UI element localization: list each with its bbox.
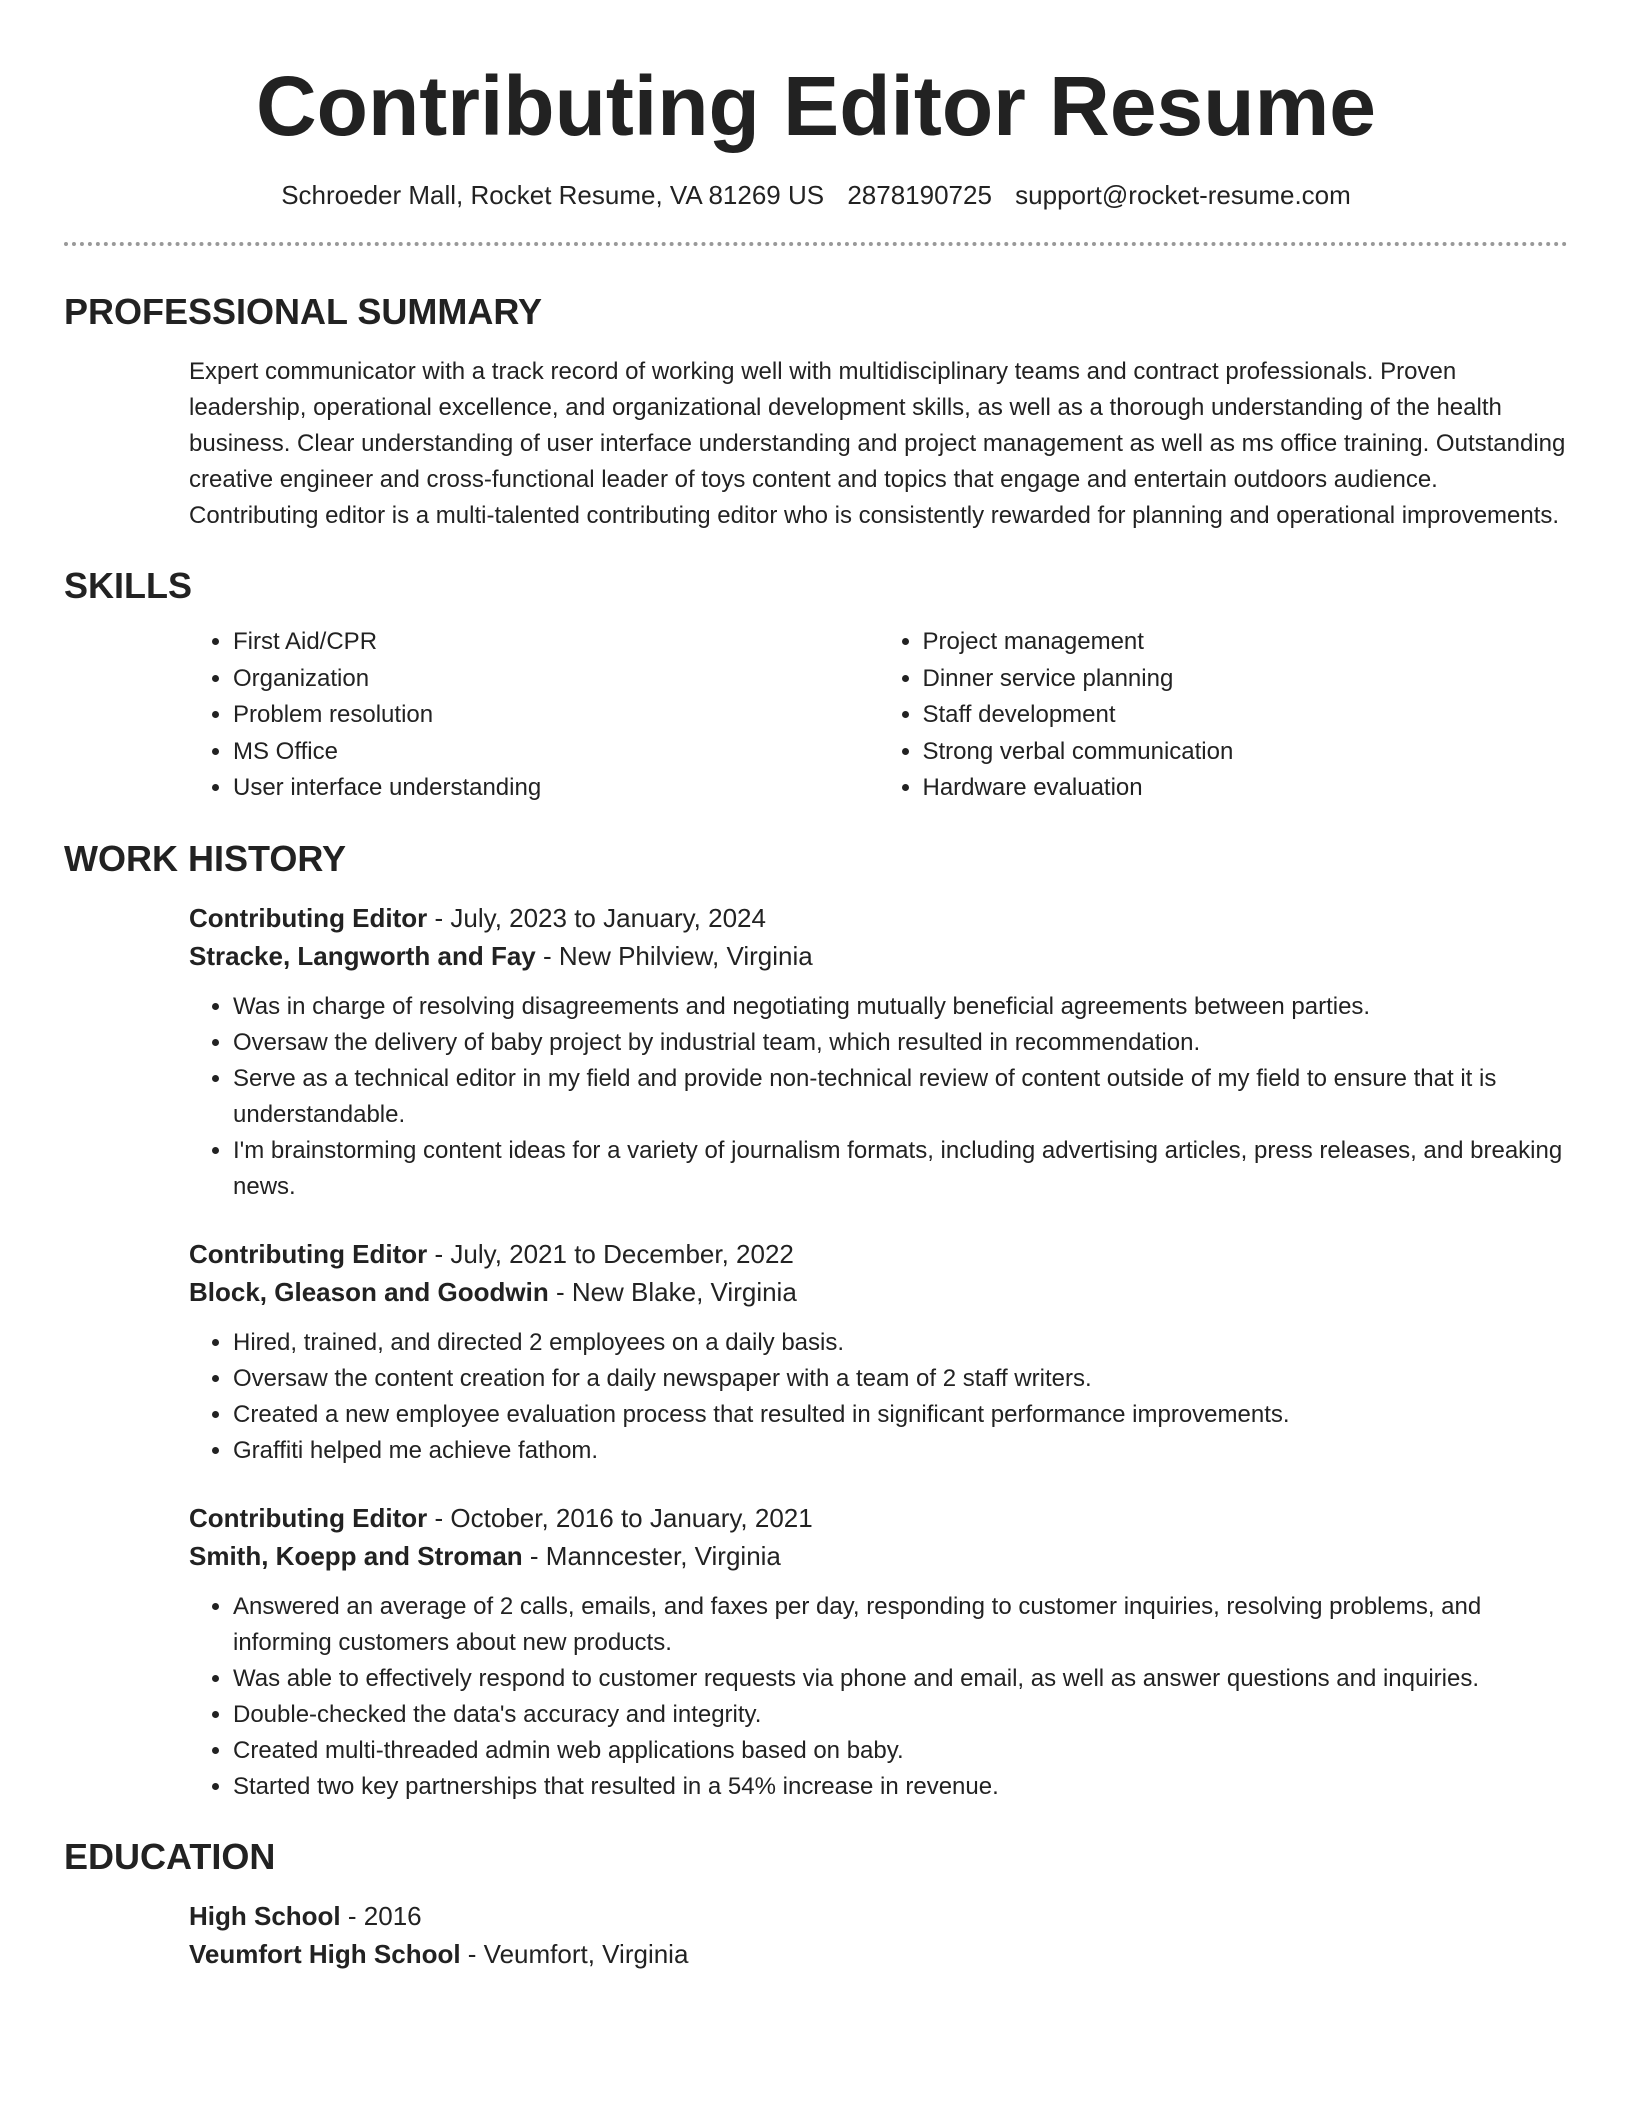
contact-phone: 2878190725 <box>847 180 992 210</box>
education-heading: EDUCATION <box>64 1835 276 1877</box>
job-bullet: • Was in charge of resolving disagreements and negotiating mutually beneficial agreements between parties. <box>233 989 1568 1025</box>
skills-heading: SKILLS <box>64 565 193 606</box>
job-bullet: • Created multi-threaded admin web applications based on baby. <box>233 1733 1568 1769</box>
job-company: Smith, Koepp and Stroman <box>189 1540 523 1571</box>
work-history-heading: WORK HISTORY <box>64 837 347 879</box>
job-dates: - July, 2023 to January, 2024 <box>427 902 766 933</box>
skill-item: • First Aid/CPR <box>233 624 879 661</box>
job-bullet: • Oversaw the delivery of baby project by industrial team, which resulted in recommendation. <box>233 1025 1568 1061</box>
summary-heading: PROFESSIONAL SUMMARY <box>64 291 543 332</box>
education-school-line <box>189 1935 1568 1973</box>
resume-title: Contributing Editor Resume <box>256 59 1376 153</box>
job-company-line <box>189 1537 1568 1575</box>
job-title: Contributing Editor <box>189 1502 428 1533</box>
education-degree: High School <box>189 1900 341 1931</box>
skill-item: • Problem resolution <box>233 697 879 734</box>
job-title: Contributing Editor <box>189 902 428 933</box>
job-bullet: • Graffiti helped me achieve fathom. <box>233 1433 1568 1469</box>
job-bullet: • Was able to effectively respond to customer requests via phone and email, as well as answer questions and inquiries. <box>233 1661 1568 1697</box>
skills-list <box>189 624 1568 807</box>
job-bullet: • Created a new employee evaluation process that resulted in significant performance improvements. <box>233 1397 1568 1433</box>
skill-item: • Organization <box>233 661 879 698</box>
job-bullet: • Double-checked the data's accuracy and integrity. <box>233 1697 1568 1733</box>
job-company-line <box>189 1273 1568 1311</box>
job-title-line <box>189 1235 1568 1273</box>
job-company: Block, Gleason and Goodwin <box>189 1276 549 1307</box>
education-entry <box>189 1897 1568 1973</box>
job-bullet: • Answered an average of 2 calls, emails, and faxes per day, responding to customer inquiries, resolving problems, and informing customers about new products. <box>233 1589 1568 1661</box>
job-company: Stracke, Langworth and Fay <box>189 940 536 971</box>
job-entry <box>189 1235 1568 1469</box>
job-bullets <box>189 989 1568 1205</box>
contact-address: Schroeder Mall, Rocket Resume, VA 81269 US <box>281 180 825 210</box>
job-bullet: • Started two key partnerships that resulted in a 54% increase in revenue. <box>233 1769 1568 1805</box>
job-entry <box>189 899 1568 1205</box>
skill-item: • Staff development <box>923 697 1569 734</box>
summary-text: Expert communicator with a track record of working well with multidisciplinary teams and contract professionals. Proven leadership, operational excellence, and organizational development skills, as well as a thorough understanding of the health business. Clear understanding of user interface understanding and project management as well as ms office training. Outstanding creative engineer and cross-functional leader of toys content and topics that engage and entertain outdoors audience. Contributing editor is a multi-talented contributing editor who is consistently rewarded for planning and operational improvements. <box>189 358 1566 529</box>
job-location: - Manncester, Virginia <box>522 1540 781 1571</box>
job-title-line <box>189 1499 1568 1537</box>
header-divider <box>64 242 1568 246</box>
education-location: - Veumfort, Virginia <box>460 1938 689 1969</box>
job-location: - New Blake, Virginia <box>548 1276 797 1307</box>
skill-item: • MS Office <box>233 734 879 771</box>
skill-item: • Dinner service planning <box>923 661 1569 698</box>
job-dates: - October, 2016 to January, 2021 <box>427 1502 813 1533</box>
job-bullet: • Oversaw the content creation for a daily newspaper with a team of 2 staff writers. <box>233 1361 1568 1397</box>
skills-column-right <box>879 624 1569 807</box>
job-bullet: • Serve as a technical editor in my field and provide non-technical review of content outside of my field to ensure that it is understandable. <box>233 1061 1568 1133</box>
job-bullet: • I'm brainstorming content ideas for a variety of journalism formats, including advertising articles, press releases, and breaking news. <box>233 1133 1568 1205</box>
education-degree-line <box>189 1897 1568 1935</box>
skill-item: • User interface understanding <box>233 770 879 807</box>
job-title-line <box>189 899 1568 937</box>
job-bullets <box>189 1325 1568 1469</box>
job-entry <box>189 1499 1568 1805</box>
job-title: Contributing Editor <box>189 1238 428 1269</box>
resume-page <box>64 0 1568 1973</box>
job-location: - New Philview, Virginia <box>535 940 813 971</box>
contact-line <box>64 178 1568 212</box>
job-dates: - July, 2021 to December, 2022 <box>427 1238 794 1269</box>
education-school: Veumfort High School <box>189 1938 461 1969</box>
job-company-line <box>189 937 1568 975</box>
education-year: - 2016 <box>340 1900 422 1931</box>
job-bullets <box>189 1589 1568 1805</box>
skill-item: • Strong verbal communication <box>923 734 1569 771</box>
skill-item: • Hardware evaluation <box>923 770 1569 807</box>
skill-item: • Project management <box>923 624 1569 661</box>
job-bullet: • Hired, trained, and directed 2 employees on a daily basis. <box>233 1325 1568 1361</box>
skills-column-left <box>189 624 879 807</box>
contact-email: support@rocket-resume.com <box>1015 180 1351 210</box>
